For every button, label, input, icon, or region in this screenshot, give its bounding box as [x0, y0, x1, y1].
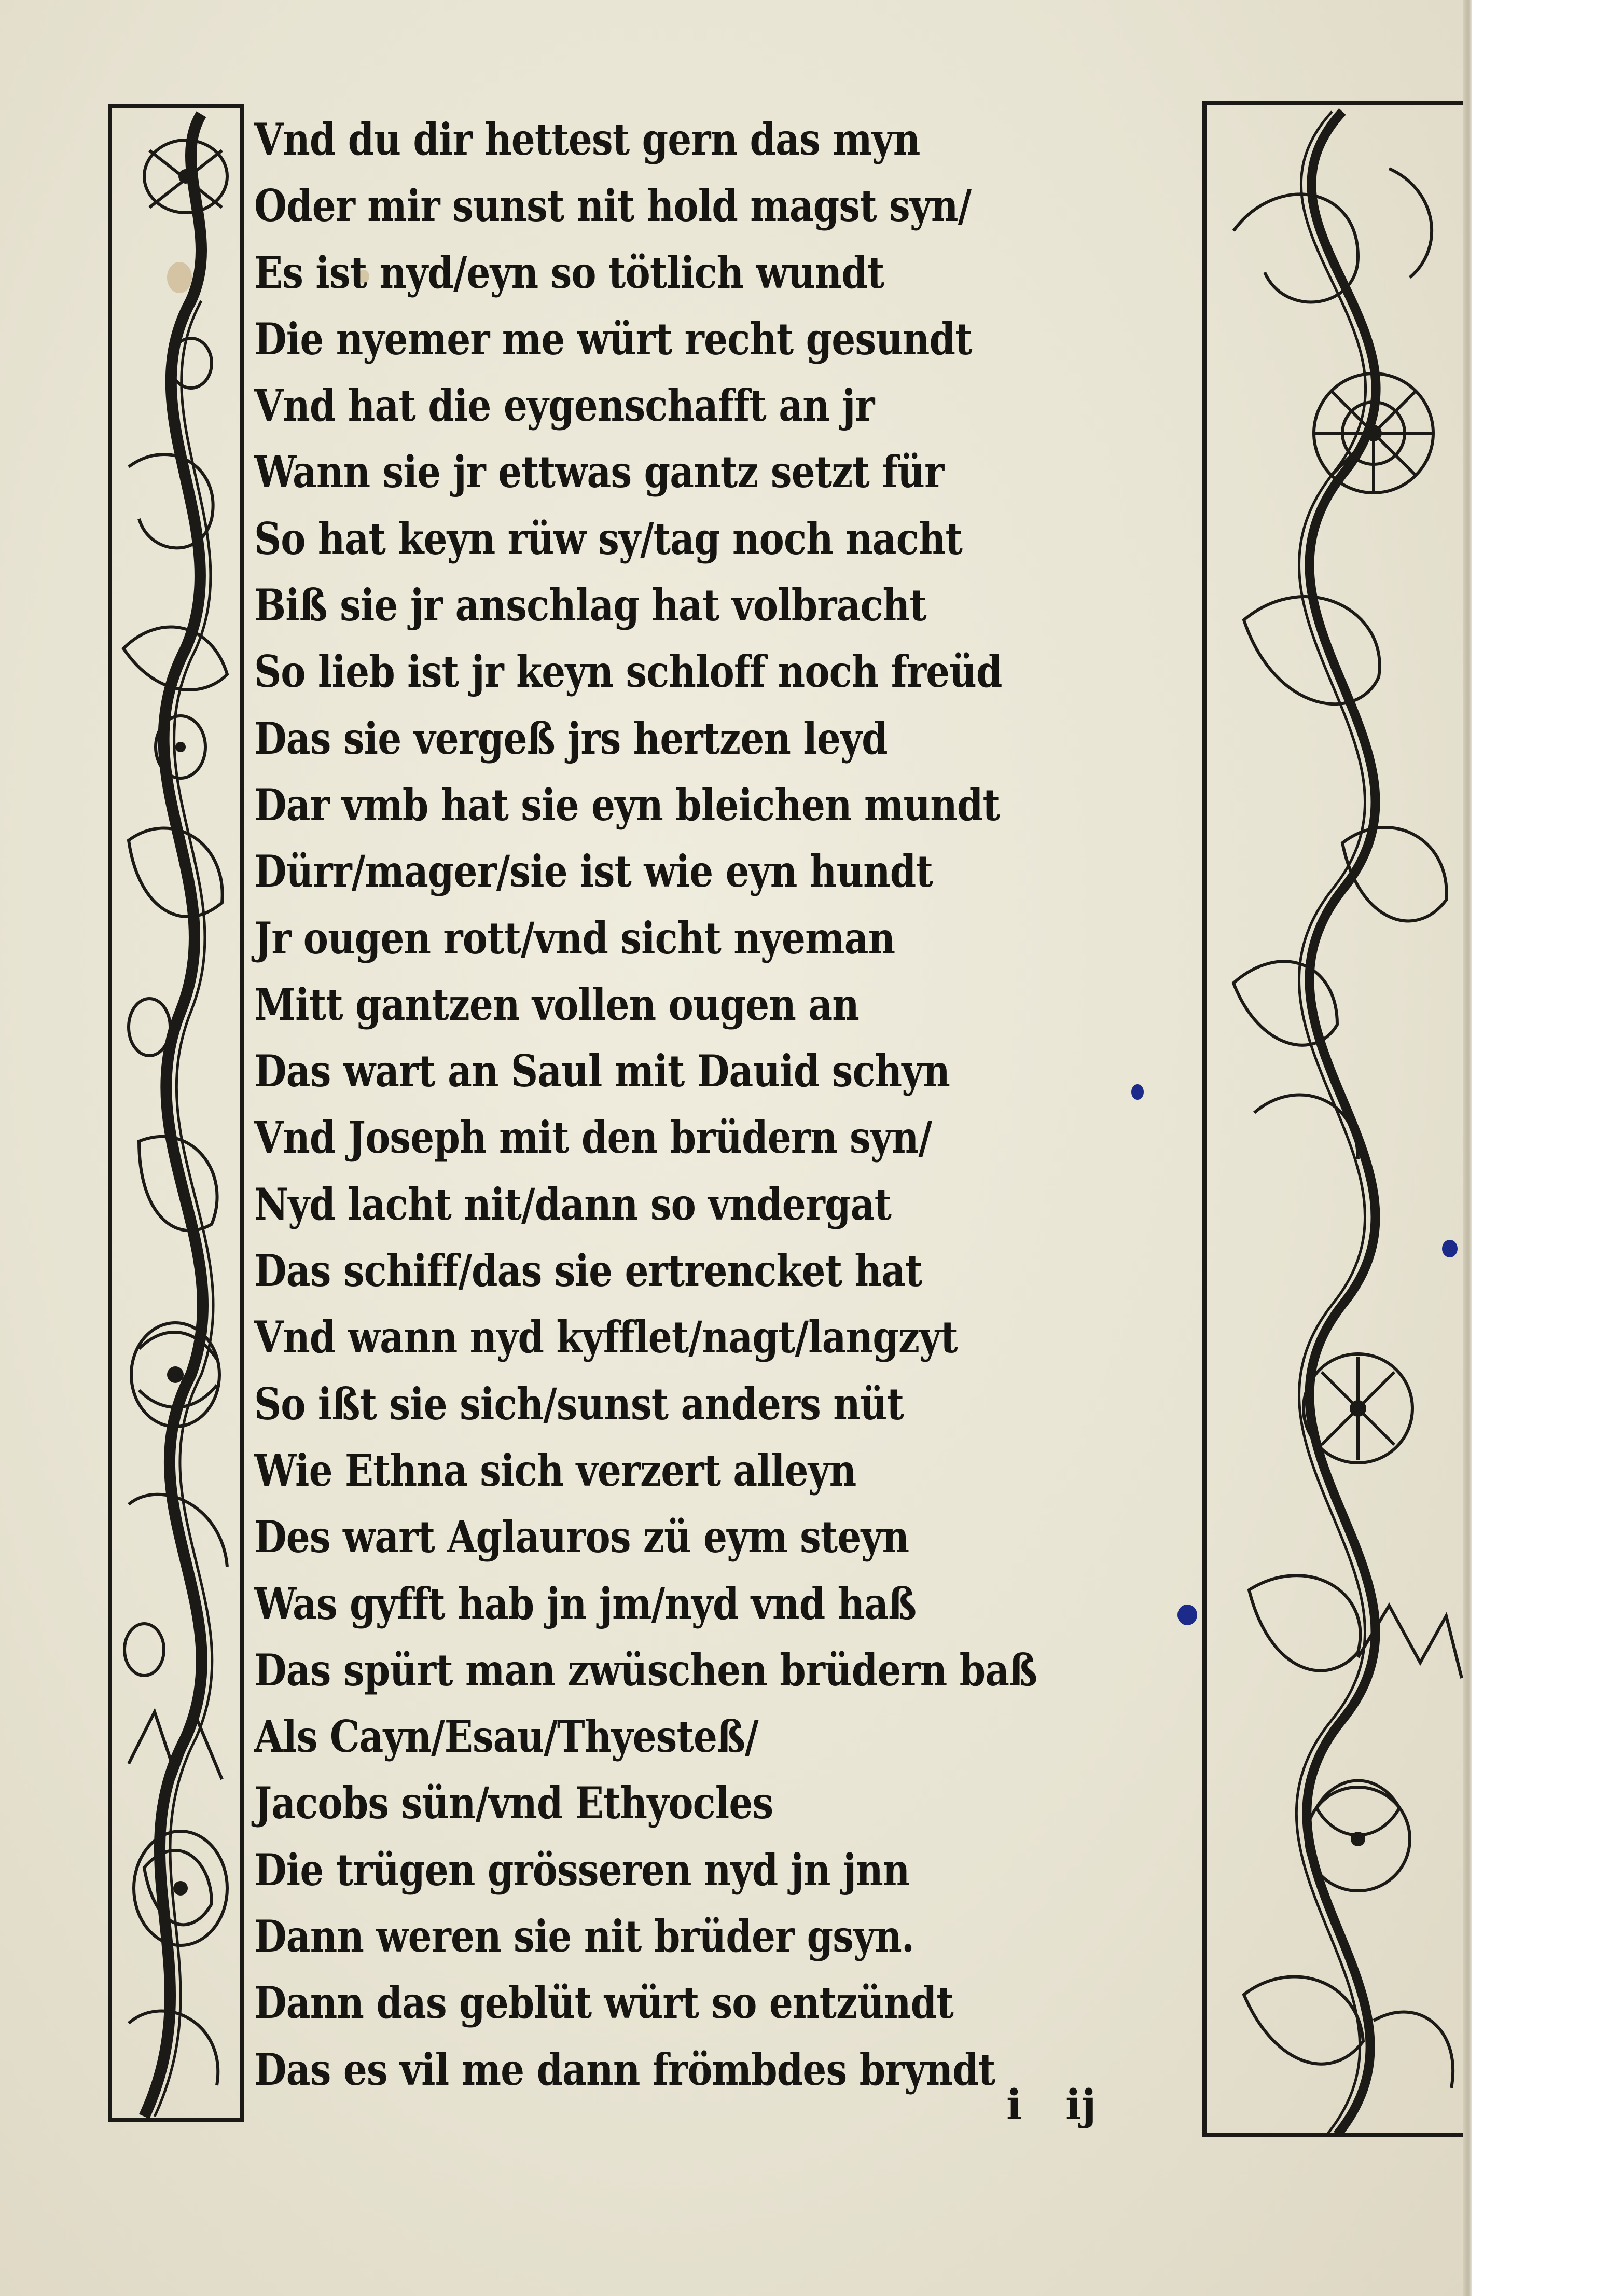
verse-line: Dann das geblüt würt so entzündt: [254, 1977, 953, 2029]
verse-line: Als Cayn/Esau/Thyesteß/: [254, 1711, 758, 1763]
verse-line: Die trügen grösseren nyd jn jnn: [254, 1844, 910, 1896]
verse-line: Das sie vergeß jrs hertzen leyd: [254, 712, 888, 764]
verse-text-block: [254, 106, 1172, 2103]
verse-line: Vnd wann nyd kyfflet/nagt/langzyt: [254, 1311, 958, 1363]
verse-line: Vnd Joseph mit den brüdern syn/: [254, 1112, 932, 1164]
verse-line: Vnd du dir hettest gern das myn: [254, 114, 920, 165]
verse-line: Dürr/mager/sie ist wie eyn hundt: [254, 846, 933, 897]
verse-line: Es ist nyd/eyn so tötlich wundt: [254, 246, 884, 298]
verse-line: Das schiff/das sie ertrencket hat: [254, 1245, 922, 1297]
verse-line: Jr ougen rott/vnd sicht nyeman: [254, 912, 895, 964]
verse-line: Biß sie jr anschlag hat volbracht: [254, 579, 926, 631]
verse-line: Dann weren sie nit brüder gsyn.: [254, 1911, 914, 1962]
page-edge: [1463, 0, 1472, 2296]
verse-line: Was gyfft hab jn jm/nyd vnd haß: [254, 1578, 917, 1629]
verse-line: Dar vmb hat sie eyn bleichen mundt: [254, 779, 1000, 831]
verse-line: Das es vil me dann frömbdes bryndt: [254, 2043, 995, 2095]
left-floral-border: [108, 104, 244, 2122]
verse-line: Nyd lacht nit/dann so vndergat: [254, 1178, 892, 1230]
verse-line: Wie Ethna sich verzert alleyn: [254, 1444, 856, 1496]
verse-line: Mitt gantzen vollen ougen an: [254, 978, 859, 1030]
blue-ink-dot: [1177, 1605, 1197, 1625]
right-floral-border: [1202, 101, 1471, 2137]
verse-line: So hat keyn rüw sy/tag noch nacht: [254, 513, 962, 564]
verse-line: Das spürt man zwüschen brüdern baß: [254, 1644, 1037, 1696]
verse-line: Wann sie jr ettwas gantz setzt für: [254, 446, 944, 498]
verse-line: So lieb ist jr keyn schloff noch freüd: [254, 646, 1002, 698]
verse-line: Des wart Aglauros zü eym steyn: [254, 1511, 909, 1563]
verse-line: Die nyemer me würt recht gesundt: [254, 313, 972, 365]
verse-line: Jacobs sün/vnd Ethyocles: [254, 1777, 773, 1829]
signature-mark: i ij: [1006, 2080, 1097, 2129]
verse-line: Das wart an Saul mit Dauid schyn: [254, 1045, 950, 1097]
verse-line: Vnd hat die eygenschafft an jr: [254, 380, 875, 432]
verse-line: So ißt sie sich/sunst anders nüt: [254, 1378, 904, 1430]
verse-line: Oder mir sunst nit hold magst syn/: [254, 180, 972, 232]
